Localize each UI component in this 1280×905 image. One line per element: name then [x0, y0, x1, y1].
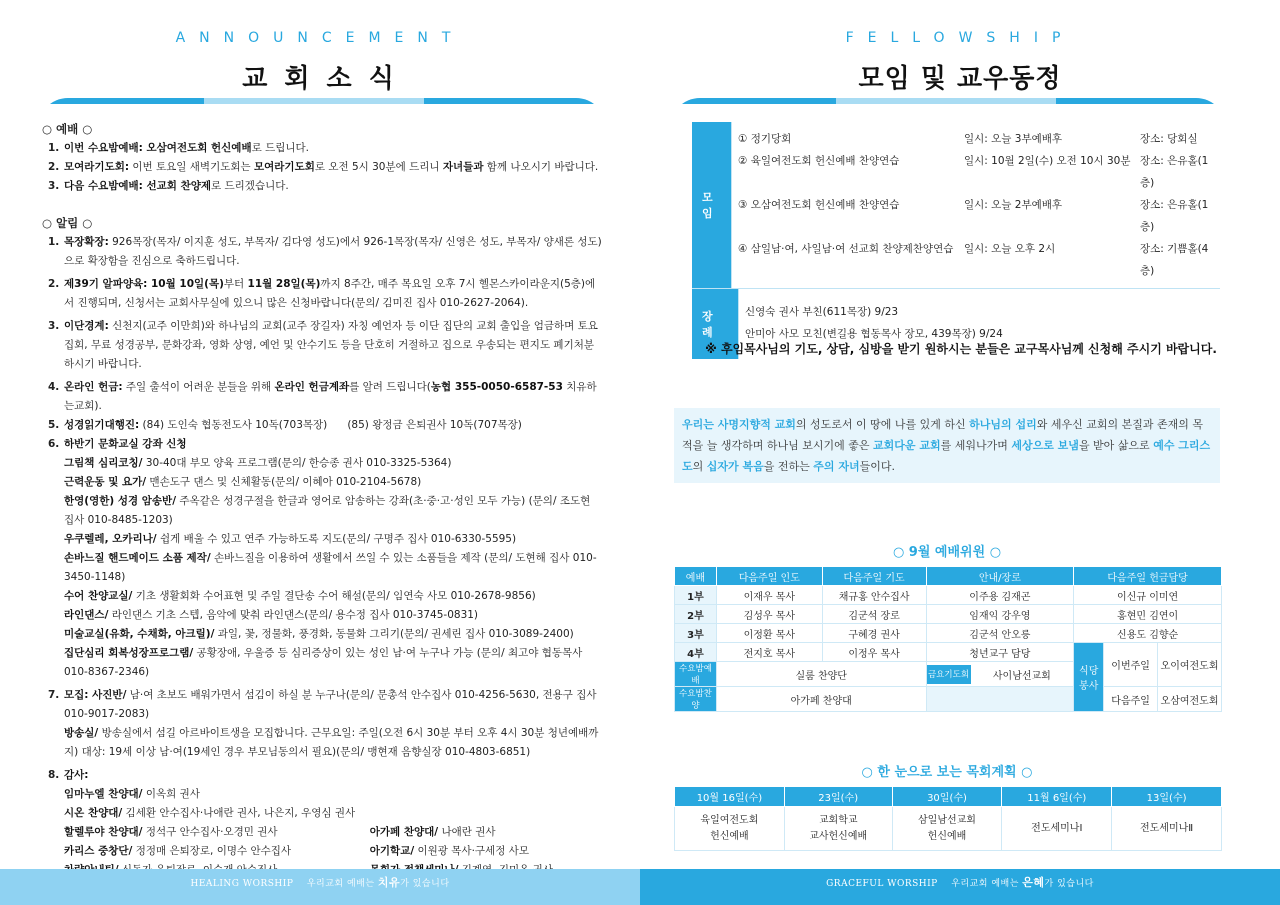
meeting-section [692, 122, 1220, 288]
class-item: 수어 찬양교실/ 기초 생활회화 수어표현 및 주일 결단송 수어 해설(문의/ 임연숙 사모 010-2678-9856) [64, 590, 536, 602]
vision-statement: 우리는 사명지향적 교회의 성도로서 이 땅에 나를 있게 하신 하나님의 섭리와 세우신 교회의 본질과 존재의 목적을 늘 생각하며 하나님 보시기에 좋은 교회다운 교회를 세워나가며 세상으로 보냄을 받아 삶으로 예수 그리스도의 십자가 복음을 전하는 주의 자녀들이다. [674, 408, 1220, 483]
class-item: 미술교실(유화, 수채화, 아크릴)/ 과일, 꽃, 정물화, 풍경화, 동물화 그리기(문의/ 권세린 집사 010-3089-2400) [64, 628, 574, 640]
list-item: 1. 목장확장: 926목장(목자/ 이지훈 성도, 부목자/ 김다영 성도)에서 926-1목장(목자/ 신영은 성도, 부목자/ 양새론 성도)으로 확장함을 진심으로 축하드립니다. [48, 236, 602, 267]
footer-healing: HEALING WORSHIP 우리교회 예배는 치유가 있습니다 [0, 869, 640, 905]
meeting-row: ② 육일여전도회 헌신예배 찬양연습 일시: 10월 2일(수) 오전 10시 30분 장소: 은유홀(1층) [738, 155, 1209, 189]
footer-graceful: GRACEFUL WORSHIP 우리교회 예배는 은혜가 있습니다 [640, 869, 1280, 905]
thanks-row: 할렐루야 찬양대/ 정석구 안수집사·오경민 권사 아가페 찬양대/ 나애란 권사 [64, 826, 496, 838]
section-heading-worship: ○ 예배 ○ [42, 122, 93, 136]
table-row: 1부 이재우 목사 채규홍 안수집사 이주용 김재곤 이신규 이미연 [675, 586, 1222, 605]
list-item: 1. 이번 수요밤예배: 오삼여전도회 헌신예배로 드립니다. [48, 142, 309, 154]
meeting-row: ④ 삼일남·여, 사일남·여 선교회 찬양제찬양연습 일시: 오늘 오후 2시 장소: 기쁨홀(4층) [738, 243, 1209, 277]
meeting-row: ③ 오삼여전도회 헌신예배 찬양연습 일시: 오늘 2부예배후 장소: 은유홀(1층) [738, 199, 1209, 233]
class-item: 방송실/ 방송실에서 섬길 아르바이트생을 모집합니다. 근무요일: 주일(오전 6시 30분 부터 오후 4시 30분 청년예배까지) 대상: 19세 이상 남·여(19세인 경우 부모님동의서 필요)(문의/ 맹현재 음향실장 010-4803-6851) [64, 727, 599, 758]
pastor-notice: ※ 후임목사님의 기도, 상담, 심방을 받기 원하시는 분들은 교구목사님께 신청해 주시기 바랍니다. [705, 342, 1217, 356]
table-row: 수요밤예배 실룸 찬양단 금요기도회 사이남선교회 [675, 662, 1222, 687]
fellowship-page [640, 0, 1280, 905]
eyebrow-fellowship: FELLOWSHIP [845, 30, 1075, 46]
list-item: 3. 다음 수요밤예배: 선교회 찬양제로 드리겠습니다. [48, 180, 289, 192]
class-item: 근력운동 및 요가/ 맨손도구 댄스 및 신체활동(문의/ 이혜아 010-2104-5678) [64, 476, 422, 488]
list-item: 5. 성경읽기대행진: (84) 도인숙 협동전도사 10독(703목장) (85) 왕정금 은퇴권사 10독(707목장) [48, 419, 522, 431]
funeral-row: 신영숙 권사 부친(611목장) 9/23 [745, 306, 899, 318]
table-row: 예배 다음주일 인도 다음주일 기도 안내/장로 다음주일 헌금담당 [675, 567, 1222, 586]
eyebrow-announcement: ANNOUNCEMENT [175, 30, 465, 46]
list-item: 4. 온라인 헌금: 주일 출석이 어려운 분들을 위해 온라인 헌금계좌를 알려 드립니다(농협 355-0050-6587-53 치유하는교회). [48, 381, 597, 412]
section-heading-notice: ○ 알림 ○ [42, 216, 93, 230]
class-item: 라인댄스/ 라인댄스 기초 스텝, 음악에 맞춰 라인댄스(문의/ 용수정 집사 010-3745-0831) [64, 609, 479, 621]
class-item: 우쿠렐레, 오카리나/ 쉽게 배울 수 있고 연주 가능하도록 지도(문의/ 구명주 집사 010-6330-5595) [64, 533, 517, 545]
pastoral-plan-table [674, 786, 1222, 851]
funeral-label: 장 례 [692, 289, 738, 359]
list-item: 2. 제39기 알파양육: 10월 10일(목)부터 11월 28일(목)까지 8주간, 매주 목요일 오후 7시 헬몬스카이라운지(5층)에서 진행되며, 신청서는 교회사무실에 있으니 많은 신청바랍니다(문의/ 김미진 집사 010-2627-2064). [48, 278, 596, 309]
meeting-label: 모 임 [692, 122, 731, 288]
table-row: 수요밤찬양 아가페 찬양대 다음주일 오삼여전도회 [675, 687, 1222, 712]
worship-committee-table [674, 566, 1222, 712]
thanks-list [42, 785, 602, 880]
list-item: 2. 모여라기도회: 이번 토요일 새벽기도회는 모여라기도회로 오전 5시 30분에 드리니 자녀들과 함께 나오시기 바랍니다. [48, 161, 599, 173]
page-title: 교 회 소 식 [242, 64, 398, 94]
class-item: 집단심리 회복성장프로그램/ 공황장애, 우울증 등 심리증상이 있는 성인 남·여 누구나 가능 (문의/ 최고야 협동목사 010-8367-2346) [64, 647, 583, 678]
table-row: 육일여전도회 헌신예배 교회학교 교사헌신예배 삼일남선교회 헌신예배 전도세미나Ⅰ 전도세미나Ⅱ [675, 807, 1222, 851]
class-list [42, 454, 602, 682]
class-item: 한영(영한) 성경 암송반/ 주옥같은 성경구절을 한글과 영어로 암송하는 강좌(초·중·고·성인 모두 가능) (문의/ 조도현 집사 010-8485-1203) [64, 495, 591, 526]
table-row: 3부 이정환 목사 구혜경 권사 김군석 안오릉 신용도 김향순 [675, 624, 1222, 643]
thanks-row: 시온 찬양대/ 김세환 안수집사·나애란 권사, 나은지, 우영심 권사 [64, 807, 356, 819]
meeting-box [692, 122, 1220, 359]
class-item: 그림책 심리코칭/ 30-40대 부모 양육 프로그램(문의/ 한승종 권사 010-3325-5364) [64, 457, 452, 469]
meeting-row: ① 정기당회 일시: 오늘 3부예배후 장소: 당회실 [738, 133, 1198, 145]
table-row: 2부 김성우 목사 김군석 장로 임재익 강우영 홍현민 김연이 [675, 605, 1222, 624]
thanks-row: 임마누엘 찬양대/ 이옥희 권사 [64, 788, 200, 800]
thanks-row: 카리스 중창단/ 정정매 은퇴장로, 이명수 안수집사 아기학교/ 이원광 목사·구세정 사모 [64, 845, 529, 857]
page-title: 모임 및 교우동정 [858, 64, 1062, 94]
table-row: 10월 16일(수) 23일(수) 30일(수) 11월 6일(수) 13일(수) [675, 787, 1222, 807]
list-item: 3. 이단경계: 신천지(교주 이만희)와 하나님의 교회(교주 장길자) 자칭 예언자 등 이단 집단의 교회 출입을 엄금하며 토요집회, 무료 성경공부, 문화강좌, 영화 상영, 예언 및 안수기도 등을 단호히 거절하고 집으로 우송되는 편지도 폐기처분 하시기 바랍니다. [48, 320, 598, 370]
list-item: 6. 하반기 문화교실 강좌 신청 [48, 438, 187, 450]
class-item: 손바느질 핸드메이드 소품 제작/ 손바느질을 이용하여 생활에서 쓰일 수 있는 소품들을 제작 (문의/ 도현해 집사 010-3450-1148) [64, 552, 597, 583]
list-item: 8. 감사: [48, 769, 89, 781]
list-item: 7. 모집: 사진반/ 남·여 초보도 배워가면서 섬김이 하실 분 누구나(문의/ 문총석 안수집사 010-4256-5630, 전용구 집사 010-9017-2083) [48, 689, 597, 720]
announcement-content [42, 118, 602, 880]
meal-label: 식당봉사 [1074, 643, 1104, 712]
table-row: 4부 전지호 목사 이정우 목사 청년교구 담당 식당봉사 이번주일 오이여전도회 [675, 643, 1222, 662]
funeral-row: 안미아 사모 모친(변길용 협동목사 장모, 439목장) 9/24 [745, 328, 1003, 340]
worship-committee-title: ○ 9월 예배위원 ○ [892, 545, 1002, 560]
pastoral-plan-title: ○ 한 눈으로 보는 목회계획 ○ [861, 765, 1033, 780]
